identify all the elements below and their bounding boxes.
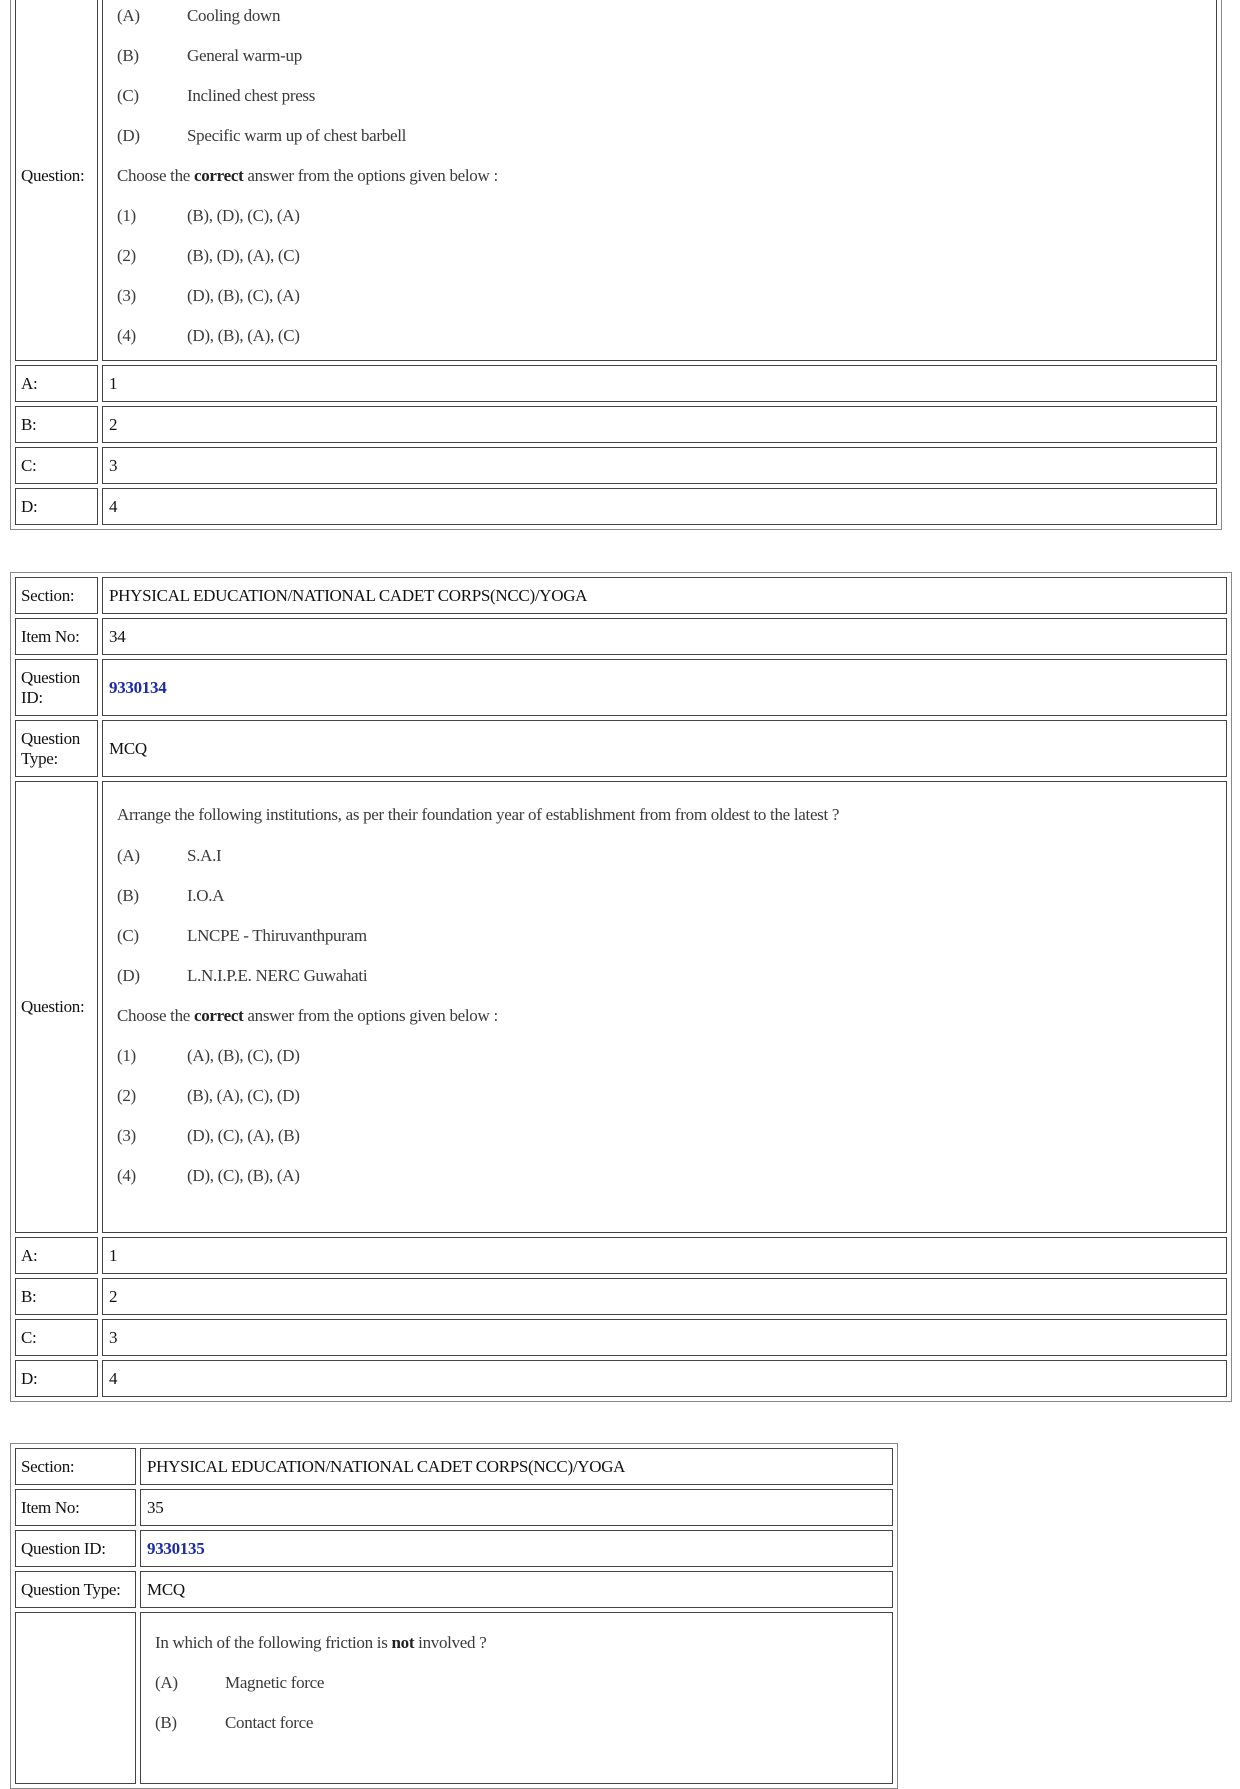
question-id-label: Question ID:	[15, 1530, 136, 1567]
answer-option: (4) (D), (B), (A), (C)	[117, 326, 300, 345]
answer-option: (2) (B), (D), (A), (C)	[117, 246, 300, 265]
option-a-value: 1	[102, 1237, 1227, 1274]
question-type-value: MCQ	[140, 1571, 893, 1608]
option-a-label: A:	[15, 1237, 98, 1274]
question-item: (A) Magnetic force	[155, 1673, 325, 1692]
option-b-value: 2	[102, 1278, 1227, 1315]
item-no-value: 34	[102, 618, 1227, 655]
question-item: (B) I.O.A	[117, 886, 225, 905]
question-label: Question:	[15, 0, 98, 361]
question-id-value: 9330134	[102, 659, 1227, 716]
section-value: PHYSICAL EDUCATION/NATIONAL CADET CORPS(NCC)/YOGA	[102, 577, 1227, 614]
option-c-label: C:	[15, 1319, 98, 1356]
answer-option: (1) (B), (D), (C), (A)	[117, 206, 300, 225]
question-label: Question:	[15, 781, 98, 1233]
question-body	[140, 1612, 893, 1784]
question-item: (B) Contact force	[155, 1713, 314, 1732]
answer-option: (1) (A), (B), (C), (D)	[117, 1046, 300, 1065]
item-no-label: Item No:	[15, 618, 98, 655]
section-label: Section:	[15, 1448, 136, 1485]
section-value: PHYSICAL EDUCATION/NATIONAL CADET CORPS(NCC)/YOGA	[140, 1448, 893, 1485]
answer-option: (2) (B), (A), (C), (D)	[117, 1086, 300, 1105]
option-d-value: 4	[102, 488, 1217, 525]
answer-option: (3) (D), (C), (A), (B)	[117, 1126, 300, 1145]
question-body	[102, 781, 1227, 1233]
option-a-value: 1	[102, 365, 1217, 402]
option-c-value: 3	[102, 447, 1217, 484]
question-item: (B) General warm-up	[117, 46, 302, 65]
question-block-35	[10, 1443, 898, 1789]
question-stem: Arrange the following institutions, as per their foundation year of establishment from from oldest to the latest ?	[117, 805, 840, 824]
item-no-value: 35	[140, 1489, 893, 1526]
question-type-label: Question Type:	[15, 1571, 136, 1608]
option-b-label: B:	[15, 406, 98, 443]
option-c-value: 3	[102, 1319, 1227, 1356]
question-block-33	[10, 0, 1222, 530]
question-id-value: 9330135	[140, 1530, 893, 1567]
option-b-label: B:	[15, 1278, 98, 1315]
question-body	[102, 0, 1217, 361]
question-stem: In which of the following friction is not involved ?	[155, 1633, 487, 1652]
question-id-label: Question ID:	[15, 659, 98, 716]
item-no-label: Item No:	[15, 1489, 136, 1526]
option-d-label: D:	[15, 1360, 98, 1397]
question-item: (C) Inclined chest press	[117, 86, 316, 105]
option-a-label: A:	[15, 365, 98, 402]
question-item: (A) S.A.I	[117, 846, 222, 865]
question-item: (D) L.N.I.P.E. NERC Guwahati	[117, 966, 368, 985]
question-type-label: Question Type:	[15, 720, 98, 777]
section-label: Section:	[15, 577, 98, 614]
option-d-label: D:	[15, 488, 98, 525]
question-item: (D) Specific warm up of chest barbell	[117, 126, 407, 145]
choose-instruction: Choose the correct answer from the options given below :	[117, 1006, 498, 1025]
choose-instruction: Choose the correct answer from the options given below :	[117, 166, 498, 185]
answer-option: (4) (D), (C), (B), (A)	[117, 1166, 300, 1185]
answer-option: (3) (D), (B), (C), (A)	[117, 286, 300, 305]
question-label	[15, 1612, 136, 1784]
question-item: (C) LNCPE - Thiruvanthpuram	[117, 926, 367, 945]
option-d-value: 4	[102, 1360, 1227, 1397]
question-item: (A) Cooling down	[117, 6, 281, 25]
question-block-34	[10, 572, 1232, 1402]
option-c-label: C:	[15, 447, 98, 484]
question-type-value: MCQ	[102, 720, 1227, 777]
option-b-value: 2	[102, 406, 1217, 443]
